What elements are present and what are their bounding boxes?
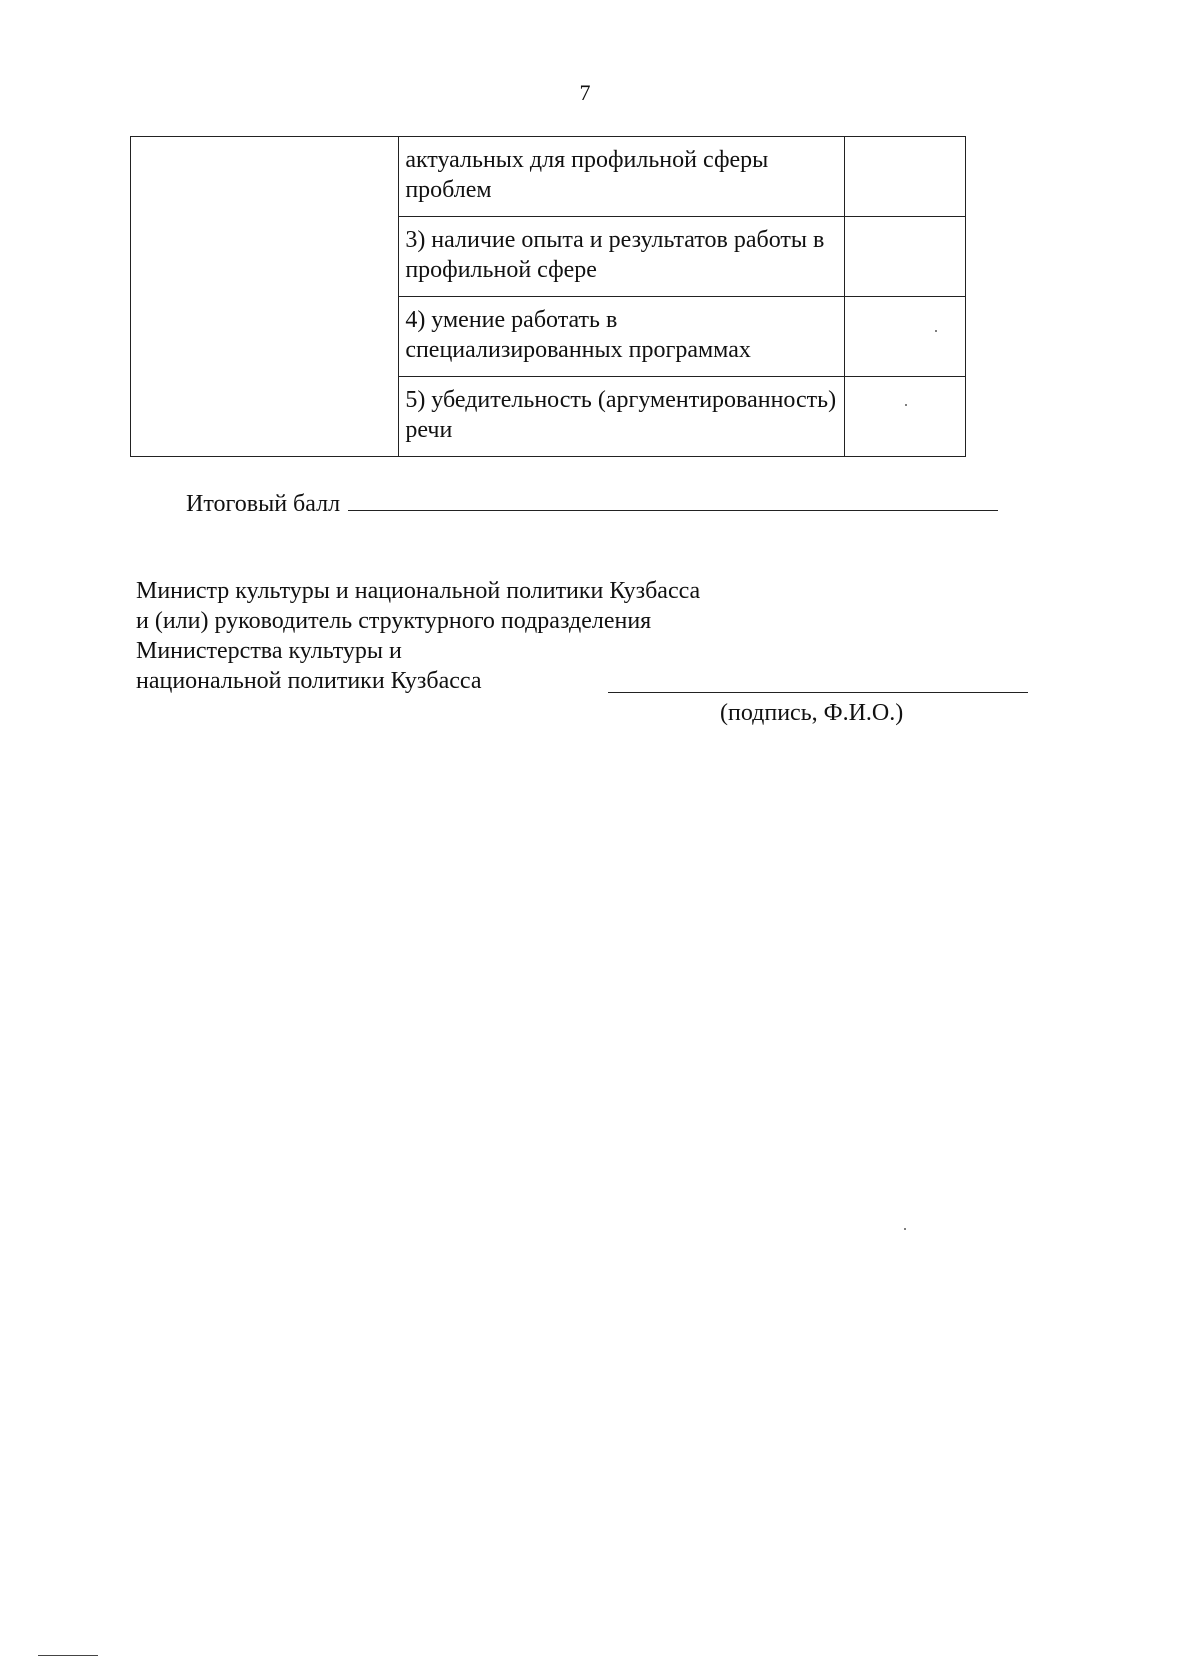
score-cell	[844, 297, 965, 377]
signatory-line: и (или) руководитель структурного подразделения	[136, 608, 652, 634]
criterion-cell: актуальных для профильной сферы проблем	[399, 137, 845, 217]
signature-caption: (подпись, Ф.И.О.)	[720, 700, 904, 726]
signatory-line: Министерства культуры и	[136, 638, 402, 664]
signatory-line: национальной политики Кузбасса	[136, 668, 482, 694]
total-score-row	[186, 486, 998, 518]
signatory-line: Министр культуры и национальной политики Кузбасса	[136, 578, 701, 604]
criteria-table	[130, 136, 966, 457]
signature-blank-line	[608, 692, 1028, 693]
score-cell	[844, 377, 965, 457]
criterion-cell: 4) умение работать в специализированных программах	[399, 297, 845, 377]
page-number: 7	[579, 80, 591, 105]
signatory-title	[136, 576, 700, 696]
scan-artifact-dot	[904, 1228, 906, 1230]
scan-artifact-dot	[935, 330, 937, 332]
scan-artifact-dot	[905, 404, 907, 406]
merged-empty-cell	[131, 137, 399, 457]
scan-artifact-line	[38, 1655, 98, 1656]
total-score-blank-line	[348, 486, 998, 511]
score-cell	[844, 137, 965, 217]
table-row	[131, 137, 966, 217]
criterion-cell: 3) наличие опыта и результатов работы в профильной сфере	[399, 217, 845, 297]
criterion-cell: 5) убедительность (аргументированность) речи	[399, 377, 845, 457]
total-score-label: Итоговый балл	[186, 491, 341, 517]
score-cell	[844, 217, 965, 297]
